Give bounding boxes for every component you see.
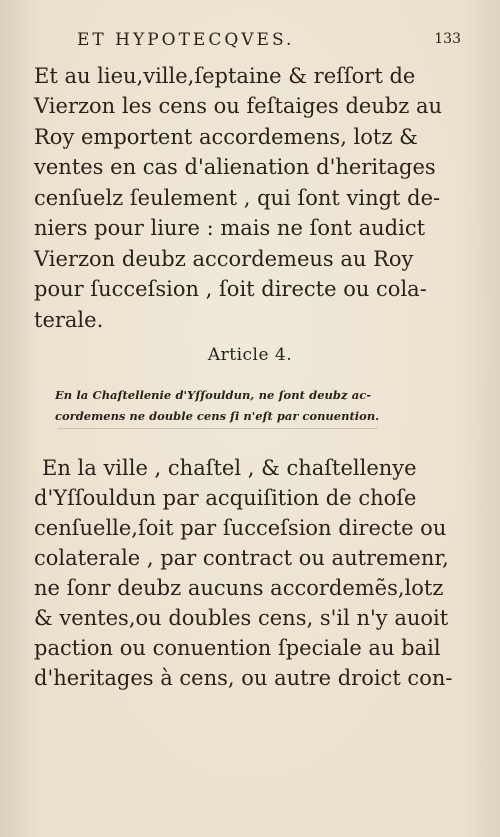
text-line: Et au lieu,ville,ſeptaine & reſſort de xyxy=(34,64,416,88)
text-line: Vierzon les cens ou feſtaiges deubz au xyxy=(34,94,443,118)
summary-divider xyxy=(58,428,378,429)
page-header xyxy=(65,30,461,50)
text-line: ventes en cas d'alienation d'heritages xyxy=(34,155,436,179)
text-line: colaterale , par contract ou autremenr, xyxy=(34,546,449,570)
article-summary-line: cordemens ne double cens ſi n'eſt par conuention. xyxy=(55,409,380,423)
text-line: ne ſonr deubz aucuns accordemẽs,lotz xyxy=(34,576,444,600)
text-line: d'heritages à cens, ou autre droict con- xyxy=(34,666,453,690)
article-title: Article 4. xyxy=(207,345,293,365)
text-line: pour ſucceſsion , ſoit directe ou cola- xyxy=(34,277,427,301)
text-line: d'Yſſouldun par acquiſition de choſe xyxy=(34,486,417,510)
page-number: 133 xyxy=(434,31,461,47)
text-line: cenſuelz ſeulement , qui ſont vingt de- xyxy=(34,186,441,210)
text-line: & ventes,ou doubles cens, s'il n'y auoit xyxy=(34,606,449,630)
text-line: cenſuelle,ſoit par ſucceſsion directe ou xyxy=(34,516,447,540)
text-line: paction ou conuention ſpeciale au bail xyxy=(34,636,441,660)
text-line: niers pour liure : mais ne ſont audict xyxy=(34,216,426,240)
running-title: ET HYPOTECQVES. xyxy=(77,30,295,50)
text-line: Vierzon deubz accordemeus au Roy xyxy=(34,247,414,271)
text-line: terale. xyxy=(34,308,104,332)
text-line: Roy emportent accordemens, lotz & xyxy=(34,125,418,149)
article-summary-line: En la Chaſtellenie d'Yſſouldun, ne ſont deubz ac- xyxy=(55,388,371,402)
text-line: En la ville , chaſtel , & chaſtellenye xyxy=(42,456,417,480)
